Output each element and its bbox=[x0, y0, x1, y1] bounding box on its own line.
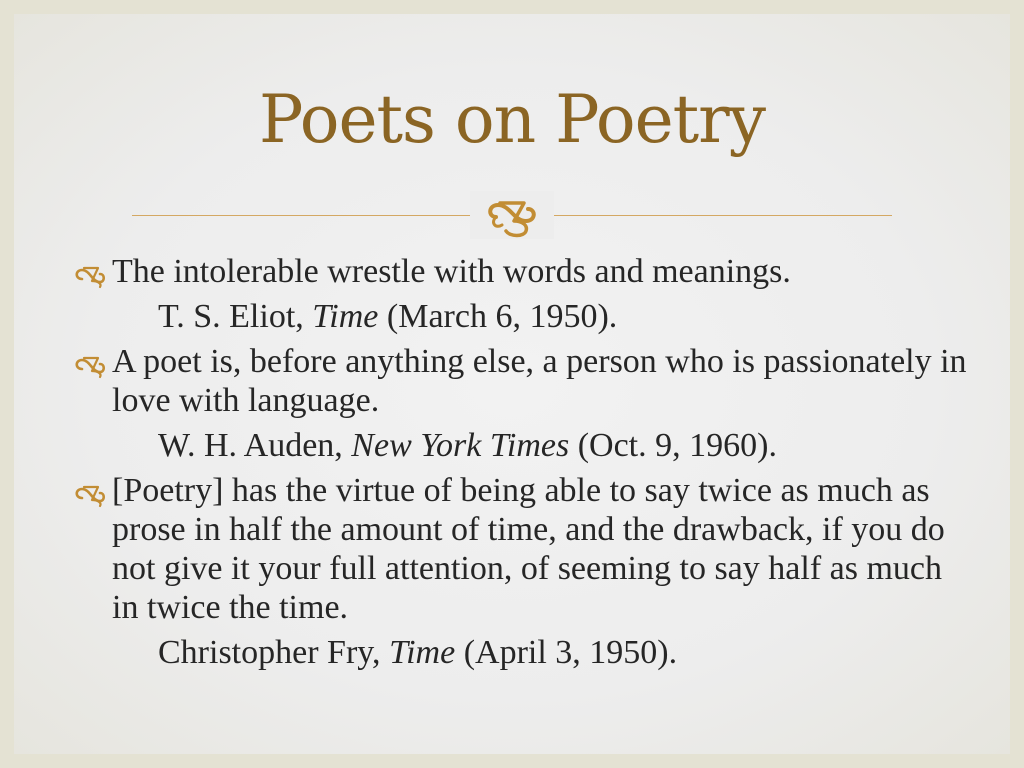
quote-text: [Poetry] has the virtue of being able to say twice as much as prose in half the amount of time, and the drawback, if you do not give it your full attention, of seeming to say half as much in twice the time. bbox=[112, 472, 945, 626]
attribution-source: New York Times bbox=[351, 427, 570, 464]
attribution-date: (Oct. 9, 1960). bbox=[577, 427, 777, 464]
quote-attribution bbox=[70, 633, 970, 672]
quote-text: The intolerable wrestle with words and meanings. bbox=[112, 253, 791, 290]
fleuron-bullet-icon bbox=[70, 349, 106, 375]
quote-item bbox=[70, 342, 970, 420]
quote-attribution bbox=[70, 297, 970, 336]
attribution-source: Time bbox=[312, 298, 379, 335]
scroll-ornament-icon bbox=[470, 191, 554, 239]
fleuron-bullet-icon bbox=[70, 259, 106, 285]
attribution-date: (March 6, 1950). bbox=[386, 298, 618, 335]
quote-list bbox=[70, 252, 970, 678]
slide-title: Poets on Poetry bbox=[258, 81, 765, 158]
attribution-author: W. H. Auden, bbox=[158, 427, 343, 464]
attribution-date: (April 3, 1950). bbox=[463, 634, 678, 671]
fleuron-bullet-icon bbox=[70, 478, 106, 504]
attribution-source: Time bbox=[389, 634, 456, 671]
attribution-author: Christopher Fry, bbox=[158, 634, 381, 671]
quote-text: A poet is, before anything else, a person who is passionately in love with language. bbox=[112, 343, 967, 419]
quote-item bbox=[70, 252, 970, 291]
quote-item bbox=[70, 471, 970, 627]
quote-attribution bbox=[70, 426, 970, 465]
attribution-author: T. S. Eliot, bbox=[158, 298, 304, 335]
